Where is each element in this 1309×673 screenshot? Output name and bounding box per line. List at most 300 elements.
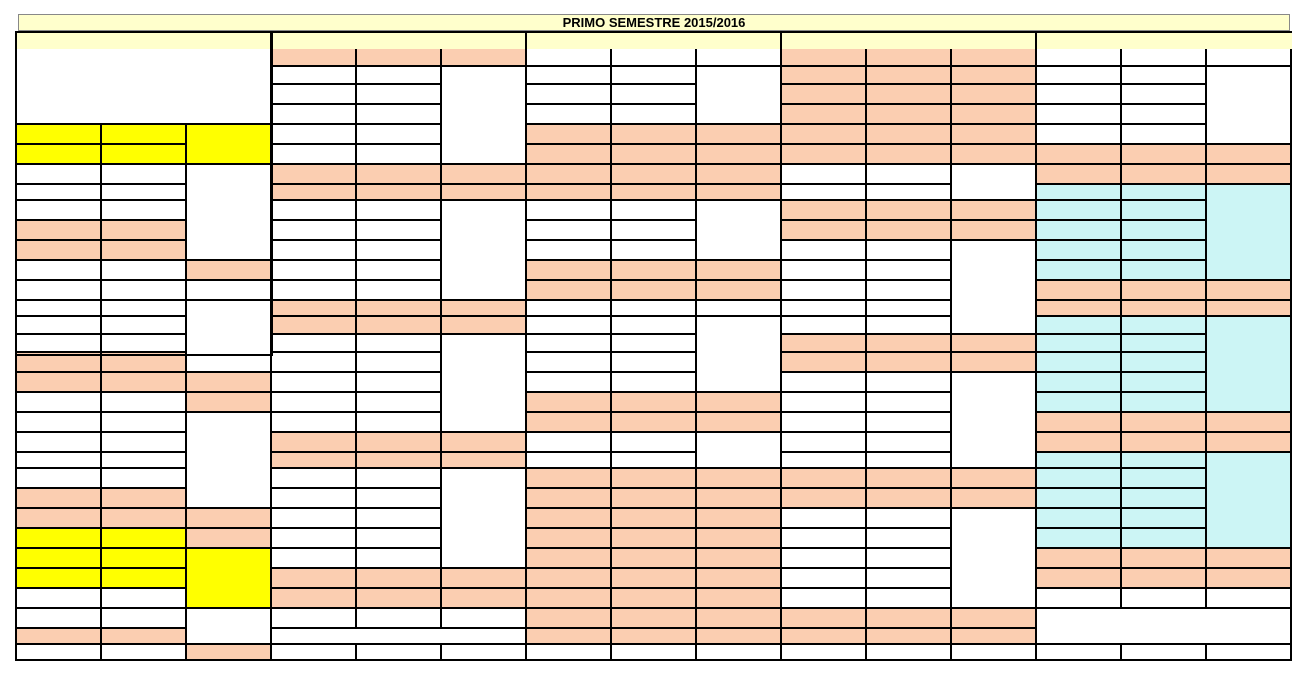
week-note bbox=[952, 165, 1037, 201]
day-number bbox=[17, 145, 102, 165]
day-number bbox=[782, 105, 867, 125]
day-number bbox=[272, 569, 357, 589]
day-letter bbox=[357, 609, 442, 629]
note-cell bbox=[187, 301, 272, 373]
day-letter bbox=[1122, 125, 1207, 145]
day-number bbox=[527, 629, 612, 645]
empty-cell bbox=[1207, 645, 1292, 661]
note-cell bbox=[952, 335, 1037, 353]
day-letter bbox=[612, 413, 697, 433]
day-letter bbox=[102, 317, 187, 335]
day-number bbox=[272, 609, 357, 629]
day-number bbox=[1037, 353, 1122, 373]
day-number bbox=[527, 185, 612, 201]
week-note bbox=[697, 529, 782, 549]
day-number bbox=[272, 353, 357, 373]
week-note bbox=[952, 373, 1037, 469]
day-number bbox=[1037, 317, 1122, 335]
day-letter bbox=[102, 469, 187, 489]
day-letter bbox=[1122, 241, 1207, 261]
week-note bbox=[697, 67, 782, 125]
note-cell bbox=[952, 353, 1037, 373]
day-letter bbox=[612, 221, 697, 241]
day-number bbox=[782, 49, 867, 67]
day-letter bbox=[612, 335, 697, 353]
day-number bbox=[1037, 301, 1122, 317]
day-letter bbox=[867, 373, 952, 393]
day-number bbox=[272, 49, 357, 67]
day-number bbox=[272, 281, 357, 301]
day-number bbox=[527, 221, 612, 241]
day-letter bbox=[612, 373, 697, 393]
note-cell bbox=[952, 221, 1037, 241]
empty-cell bbox=[867, 645, 952, 661]
day-letter bbox=[102, 185, 187, 201]
day-letter bbox=[867, 281, 952, 301]
day-number bbox=[782, 469, 867, 489]
day-number bbox=[782, 569, 867, 589]
day-number bbox=[272, 261, 357, 281]
day-number bbox=[782, 241, 867, 261]
note-cell bbox=[952, 629, 1037, 645]
note-cell bbox=[697, 645, 782, 661]
day-letter bbox=[1122, 85, 1207, 105]
week-note bbox=[952, 49, 1037, 67]
day-number bbox=[527, 241, 612, 261]
day-letter bbox=[102, 335, 187, 353]
note-cell bbox=[952, 645, 1037, 661]
day-letter bbox=[1122, 335, 1207, 353]
day-letter bbox=[612, 453, 697, 469]
week-note bbox=[1207, 67, 1292, 145]
day-letter bbox=[612, 125, 697, 145]
day-number bbox=[17, 529, 102, 549]
day-number bbox=[782, 589, 867, 609]
day-number bbox=[17, 373, 102, 393]
week-note bbox=[442, 469, 527, 569]
day-letter bbox=[612, 165, 697, 185]
day-letter bbox=[867, 335, 952, 353]
note-cell bbox=[187, 165, 272, 261]
day-letter bbox=[102, 589, 187, 609]
day-number bbox=[17, 489, 102, 509]
month-header-novembre bbox=[270, 31, 527, 49]
week-note bbox=[697, 49, 782, 67]
day-letter bbox=[867, 85, 952, 105]
day-number bbox=[527, 317, 612, 335]
day-letter bbox=[357, 67, 442, 85]
day-number bbox=[782, 393, 867, 413]
day-number bbox=[527, 105, 612, 125]
note-cell bbox=[442, 453, 527, 469]
empty-cell bbox=[357, 645, 442, 661]
day-letter bbox=[1122, 433, 1207, 453]
day-number bbox=[272, 469, 357, 489]
day-number bbox=[272, 373, 357, 393]
day-letter bbox=[102, 261, 187, 281]
day-letter bbox=[1122, 201, 1207, 221]
day-letter bbox=[612, 281, 697, 301]
note-cell bbox=[187, 509, 272, 529]
day-number bbox=[1037, 393, 1122, 413]
day-letter bbox=[357, 413, 442, 433]
note-cell bbox=[1207, 589, 1292, 609]
day-letter bbox=[1122, 317, 1207, 335]
day-number bbox=[272, 549, 357, 569]
day-number bbox=[272, 221, 357, 241]
day-letter bbox=[612, 629, 697, 645]
day-number bbox=[782, 67, 867, 85]
day-number bbox=[17, 569, 102, 589]
note-cell bbox=[187, 261, 272, 281]
day-number bbox=[272, 165, 357, 185]
day-letter bbox=[612, 529, 697, 549]
blank-area bbox=[1037, 609, 1292, 645]
day-number bbox=[272, 489, 357, 509]
day-letter bbox=[357, 373, 442, 393]
day-letter bbox=[357, 165, 442, 185]
day-number bbox=[1037, 185, 1122, 201]
day-number bbox=[272, 241, 357, 261]
day-letter bbox=[612, 301, 697, 317]
day-number bbox=[1037, 165, 1122, 185]
day-letter bbox=[102, 201, 187, 221]
day-number bbox=[527, 469, 612, 489]
day-number bbox=[782, 317, 867, 335]
day-number bbox=[527, 335, 612, 353]
week-note bbox=[697, 185, 782, 201]
day-number bbox=[527, 67, 612, 85]
day-letter bbox=[612, 645, 697, 661]
week-note bbox=[1207, 49, 1292, 67]
week-note bbox=[697, 201, 782, 261]
day-letter bbox=[867, 609, 952, 629]
day-letter bbox=[357, 569, 442, 589]
day-letter bbox=[612, 489, 697, 509]
week-note bbox=[952, 145, 1037, 165]
day-number bbox=[527, 453, 612, 469]
day-letter bbox=[357, 353, 442, 373]
day-letter bbox=[1122, 221, 1207, 241]
day-letter bbox=[357, 335, 442, 353]
day-letter bbox=[867, 529, 952, 549]
day-letter bbox=[612, 85, 697, 105]
day-number bbox=[1037, 549, 1122, 569]
day-letter bbox=[1122, 469, 1207, 489]
day-number bbox=[17, 609, 102, 629]
day-number bbox=[272, 67, 357, 85]
day-letter bbox=[1122, 165, 1207, 185]
week-note bbox=[952, 509, 1037, 609]
day-letter bbox=[612, 241, 697, 261]
day-number bbox=[17, 413, 102, 433]
day-letter bbox=[357, 469, 442, 489]
blank-area bbox=[17, 49, 272, 125]
note-cell bbox=[952, 67, 1037, 85]
day-letter bbox=[102, 489, 187, 509]
day-letter bbox=[867, 49, 952, 67]
day-number bbox=[1037, 49, 1122, 67]
day-number bbox=[1037, 67, 1122, 85]
day-number bbox=[782, 529, 867, 549]
note-cell bbox=[952, 85, 1037, 105]
day-letter bbox=[1122, 529, 1207, 549]
day-number bbox=[1037, 221, 1122, 241]
day-letter bbox=[867, 453, 952, 469]
day-letter bbox=[102, 433, 187, 453]
day-letter bbox=[612, 609, 697, 629]
day-number bbox=[17, 629, 102, 645]
day-letter bbox=[357, 201, 442, 221]
day-letter bbox=[357, 301, 442, 317]
note-cell bbox=[187, 609, 272, 645]
empty-cell bbox=[272, 645, 357, 661]
day-number bbox=[527, 609, 612, 629]
day-number bbox=[782, 433, 867, 453]
day-letter bbox=[867, 241, 952, 261]
day-letter bbox=[612, 105, 697, 125]
week-note bbox=[697, 629, 782, 645]
day-letter bbox=[867, 201, 952, 221]
day-letter bbox=[867, 353, 952, 373]
grid-left-border bbox=[15, 31, 17, 661]
day-letter bbox=[102, 241, 187, 261]
day-number bbox=[782, 165, 867, 185]
day-number bbox=[17, 453, 102, 469]
day-number bbox=[272, 201, 357, 221]
day-letter bbox=[102, 221, 187, 241]
day-letter bbox=[1122, 261, 1207, 281]
month-header-febbraio bbox=[1035, 31, 1292, 49]
day-letter bbox=[1122, 589, 1207, 609]
day-letter bbox=[1122, 105, 1207, 125]
day-letter bbox=[1122, 67, 1207, 85]
day-number bbox=[782, 145, 867, 165]
note-cell bbox=[1207, 301, 1292, 317]
day-number bbox=[782, 373, 867, 393]
note-cell bbox=[952, 125, 1037, 145]
day-number bbox=[272, 433, 357, 453]
day-letter bbox=[102, 609, 187, 629]
day-letter bbox=[102, 453, 187, 469]
week-note bbox=[442, 201, 527, 301]
note-cell bbox=[442, 589, 527, 609]
note-cell bbox=[697, 261, 782, 281]
note-cell bbox=[1207, 281, 1292, 301]
month-header-ottobre bbox=[15, 31, 272, 49]
note-cell bbox=[1207, 145, 1292, 165]
day-number bbox=[1037, 85, 1122, 105]
day-number bbox=[17, 433, 102, 453]
day-letter bbox=[1122, 281, 1207, 301]
day-number bbox=[782, 301, 867, 317]
day-number bbox=[272, 301, 357, 317]
day-number bbox=[1037, 529, 1122, 549]
empty-cell bbox=[17, 645, 102, 661]
day-number bbox=[1037, 373, 1122, 393]
day-letter bbox=[357, 85, 442, 105]
day-number bbox=[527, 301, 612, 317]
note-cell bbox=[442, 433, 527, 453]
day-letter bbox=[1122, 145, 1207, 165]
day-letter bbox=[612, 185, 697, 201]
day-letter bbox=[357, 489, 442, 509]
day-number bbox=[782, 609, 867, 629]
day-letter bbox=[102, 353, 187, 373]
empty-cell bbox=[442, 645, 527, 661]
day-letter bbox=[102, 165, 187, 185]
day-letter bbox=[102, 549, 187, 569]
day-letter bbox=[612, 145, 697, 165]
day-letter bbox=[102, 281, 187, 301]
day-letter bbox=[867, 145, 952, 165]
day-number bbox=[17, 469, 102, 489]
day-letter bbox=[357, 49, 442, 67]
note-cell bbox=[697, 469, 782, 489]
page-title: PRIMO SEMESTRE 2015/2016 bbox=[18, 14, 1290, 31]
day-letter bbox=[612, 549, 697, 569]
day-number bbox=[527, 85, 612, 105]
day-number bbox=[527, 49, 612, 67]
day-number bbox=[782, 85, 867, 105]
day-letter bbox=[612, 49, 697, 67]
day-letter bbox=[867, 185, 952, 201]
day-letter bbox=[1122, 569, 1207, 589]
day-letter bbox=[867, 589, 952, 609]
day-number bbox=[527, 529, 612, 549]
day-letter bbox=[867, 165, 952, 185]
day-number bbox=[782, 281, 867, 301]
day-number bbox=[17, 393, 102, 413]
day-number bbox=[17, 165, 102, 185]
note-cell bbox=[442, 185, 527, 201]
day-number bbox=[272, 393, 357, 413]
day-number bbox=[17, 589, 102, 609]
day-letter bbox=[867, 301, 952, 317]
day-number bbox=[527, 645, 612, 661]
empty-cell bbox=[1037, 645, 1122, 661]
day-number bbox=[527, 373, 612, 393]
day-number bbox=[782, 509, 867, 529]
day-letter bbox=[612, 393, 697, 413]
day-letter bbox=[102, 509, 187, 529]
day-number bbox=[17, 261, 102, 281]
day-number bbox=[782, 125, 867, 145]
day-number bbox=[1037, 105, 1122, 125]
note-cell bbox=[1207, 165, 1292, 185]
note-cell bbox=[952, 489, 1037, 509]
day-number bbox=[1037, 145, 1122, 165]
note-cell bbox=[187, 373, 272, 393]
day-letter bbox=[357, 105, 442, 125]
day-number bbox=[1037, 489, 1122, 509]
day-letter bbox=[867, 221, 952, 241]
note-cell bbox=[697, 569, 782, 589]
day-number bbox=[527, 489, 612, 509]
day-letter bbox=[102, 413, 187, 433]
day-letter bbox=[612, 353, 697, 373]
day-letter bbox=[1122, 413, 1207, 433]
day-number bbox=[527, 413, 612, 433]
day-number bbox=[17, 317, 102, 335]
day-letter bbox=[357, 145, 442, 165]
day-letter bbox=[102, 145, 187, 165]
day-number bbox=[527, 201, 612, 221]
day-number bbox=[1037, 433, 1122, 453]
day-letter bbox=[357, 393, 442, 413]
day-number bbox=[527, 125, 612, 145]
day-number bbox=[527, 261, 612, 281]
day-letter bbox=[1122, 549, 1207, 569]
day-letter bbox=[867, 509, 952, 529]
week-note bbox=[697, 509, 782, 529]
day-letter bbox=[102, 629, 187, 645]
day-number bbox=[272, 529, 357, 549]
day-letter bbox=[357, 317, 442, 335]
day-number bbox=[272, 453, 357, 469]
note-cell bbox=[697, 301, 782, 317]
note-cell bbox=[697, 165, 782, 185]
week-note bbox=[442, 67, 527, 165]
day-letter bbox=[867, 469, 952, 489]
week-note bbox=[187, 125, 272, 165]
day-number bbox=[782, 353, 867, 373]
day-number bbox=[782, 335, 867, 353]
day-letter bbox=[867, 629, 952, 645]
day-number bbox=[782, 413, 867, 433]
day-number bbox=[1037, 413, 1122, 433]
day-letter bbox=[612, 261, 697, 281]
day-letter bbox=[867, 125, 952, 145]
day-letter bbox=[867, 393, 952, 413]
day-number bbox=[272, 85, 357, 105]
note-cell bbox=[952, 201, 1037, 221]
day-number bbox=[782, 549, 867, 569]
day-number bbox=[1037, 453, 1122, 469]
day-letter bbox=[867, 433, 952, 453]
day-number bbox=[272, 145, 357, 165]
week-note bbox=[442, 49, 527, 67]
day-letter bbox=[867, 413, 952, 433]
day-number bbox=[527, 165, 612, 185]
note-cell bbox=[697, 125, 782, 145]
day-letter bbox=[867, 67, 952, 85]
day-letter bbox=[867, 105, 952, 125]
day-letter bbox=[612, 589, 697, 609]
empty-cell bbox=[272, 629, 527, 645]
day-number bbox=[17, 335, 102, 353]
note-cell bbox=[952, 609, 1037, 629]
day-number bbox=[527, 145, 612, 165]
day-letter bbox=[612, 201, 697, 221]
day-number bbox=[782, 629, 867, 645]
note-cell bbox=[1207, 549, 1292, 569]
day-letter bbox=[612, 433, 697, 453]
day-letter bbox=[357, 453, 442, 469]
note-cell bbox=[442, 301, 527, 317]
day-letter bbox=[102, 373, 187, 393]
day-number bbox=[272, 413, 357, 433]
day-number bbox=[1037, 335, 1122, 353]
day-letter bbox=[867, 317, 952, 335]
day-letter bbox=[102, 301, 187, 317]
note-cell bbox=[697, 281, 782, 301]
day-number bbox=[1037, 241, 1122, 261]
note-cell bbox=[1207, 413, 1292, 433]
day-number bbox=[17, 353, 102, 373]
day-number bbox=[527, 589, 612, 609]
empty-cell bbox=[187, 645, 272, 661]
